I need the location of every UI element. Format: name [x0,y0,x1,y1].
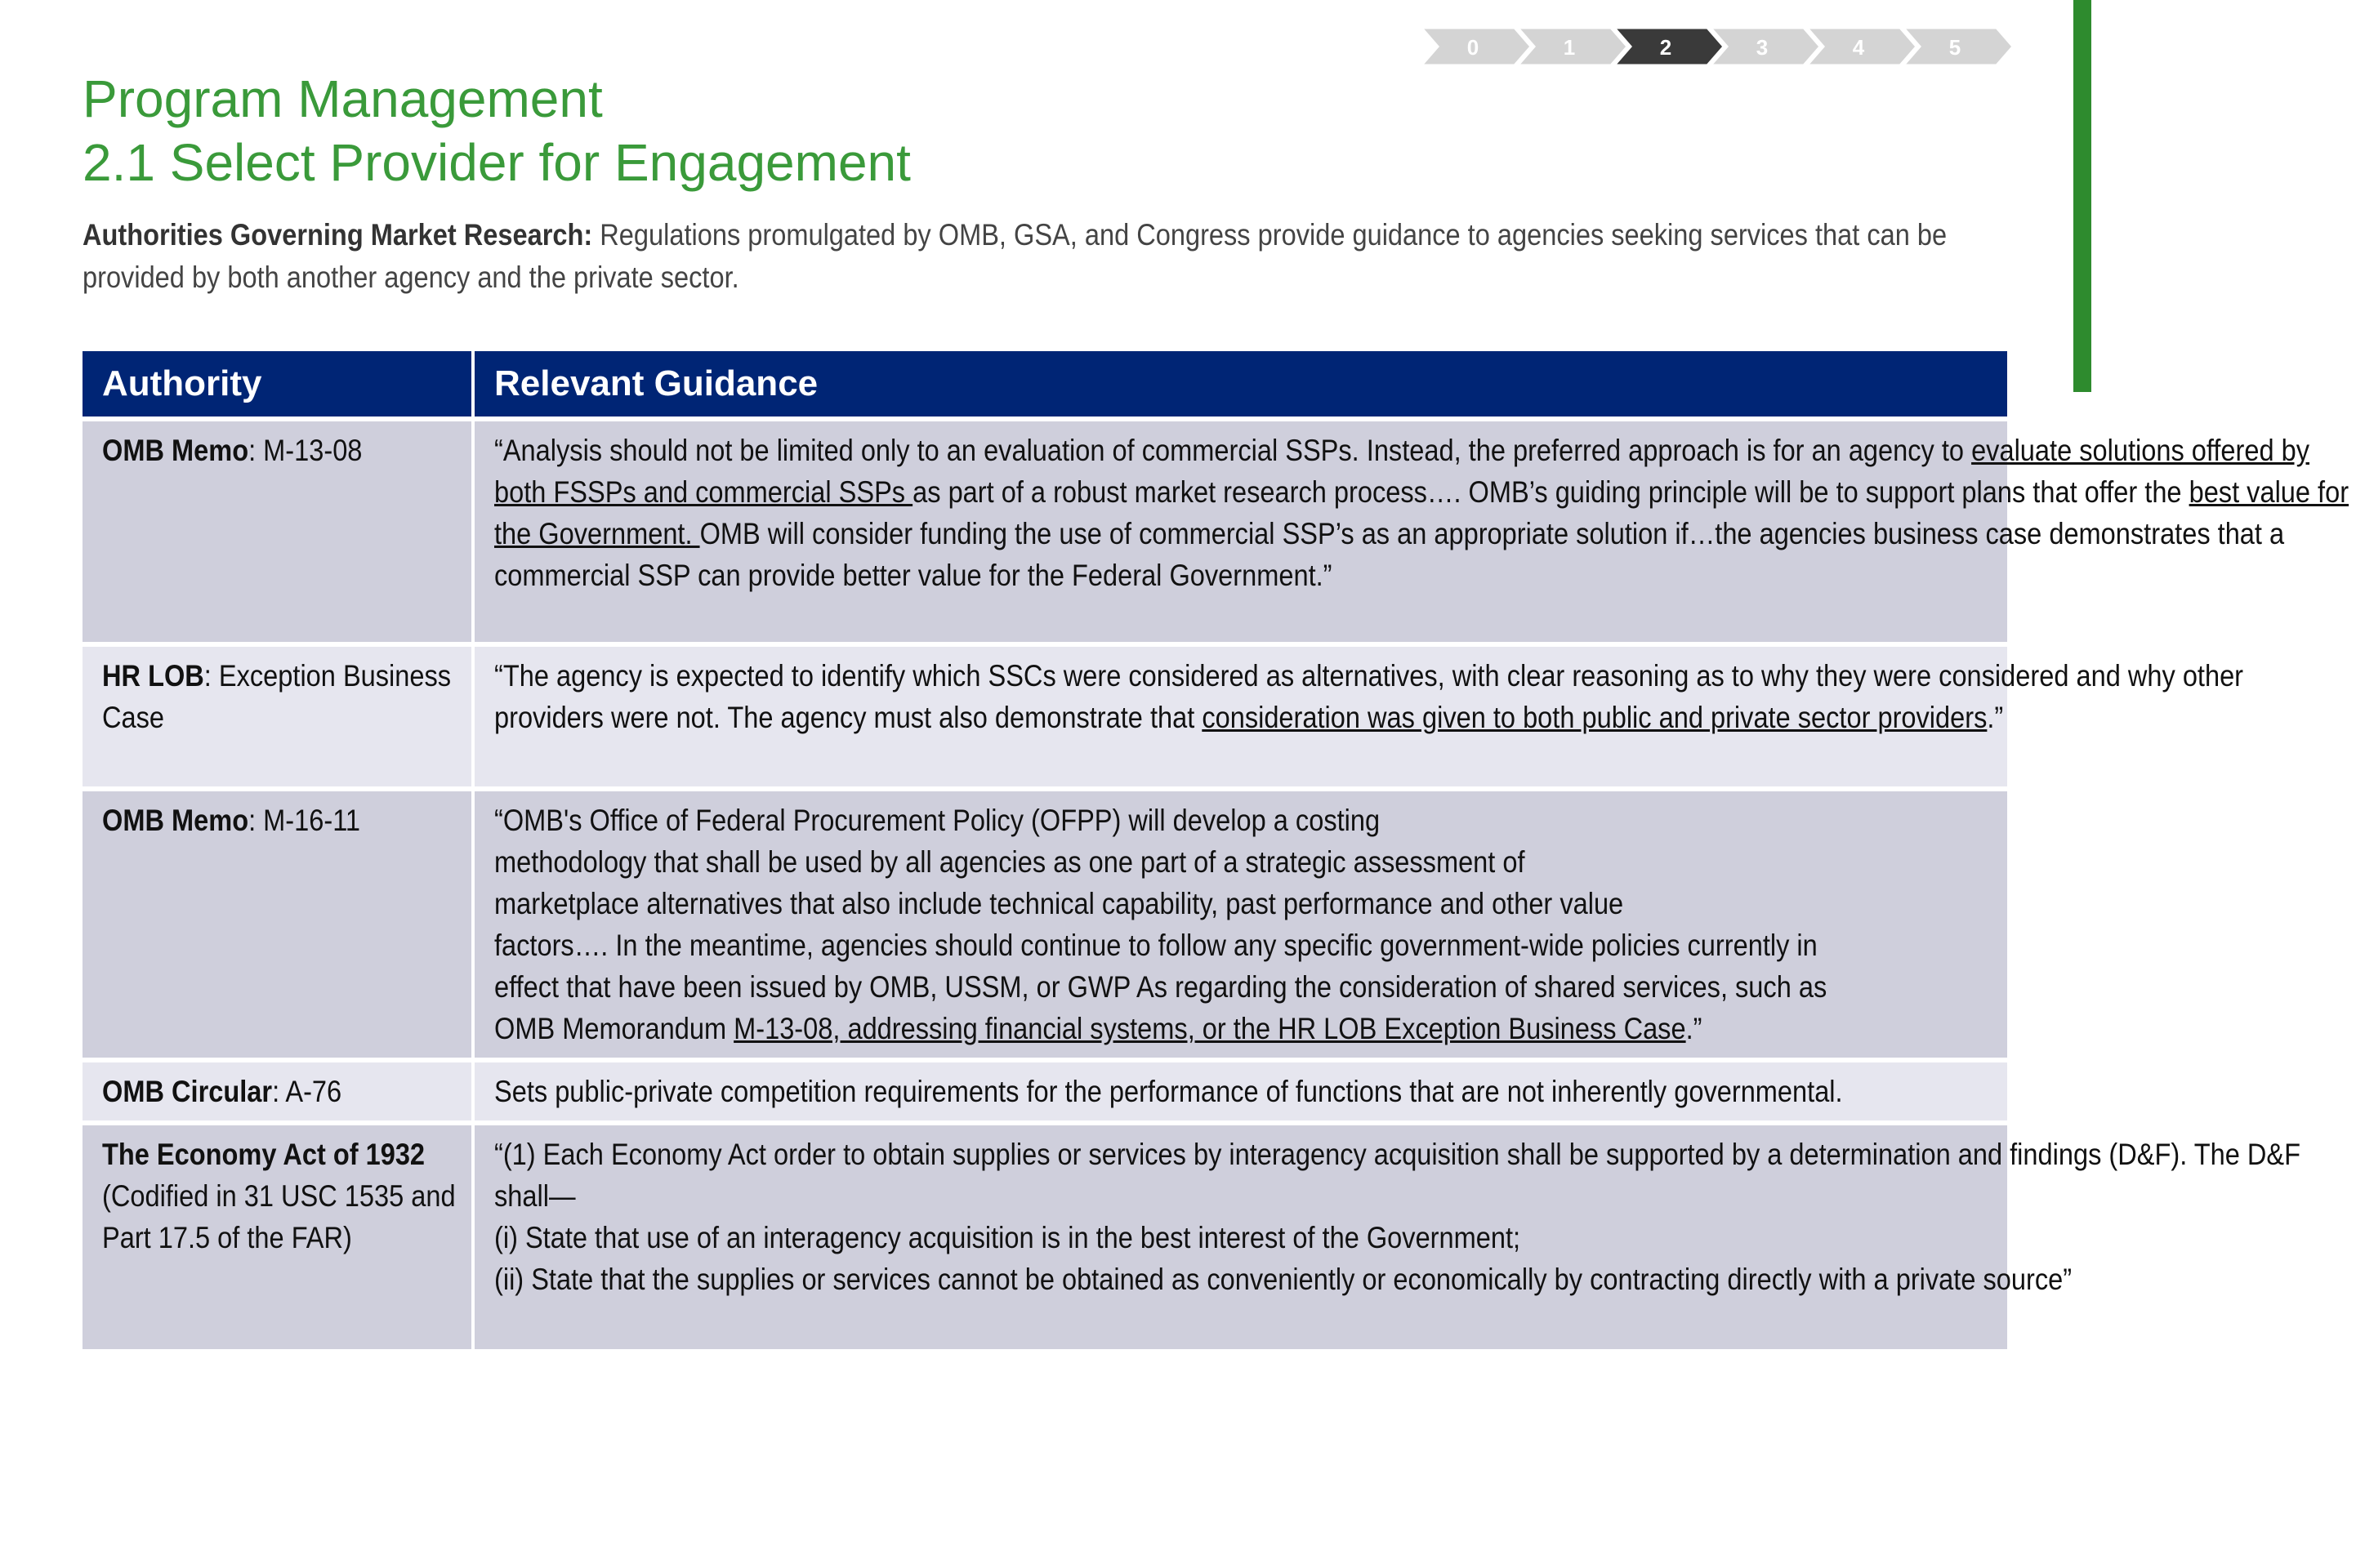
authority-label: HR LOB [102,659,204,693]
guidance-line: “OMB's Office of Federal Procurement Policy (OFPP) will develop a costing [494,804,1381,837]
intro-text: Regulations promulgated by OMB, GSA, and Congress provide guidance to agencies seeking services that can be provided by both another agency and the private sector. [83,218,1948,294]
guidance-text: “The agency is expected to identify which SSCs were considered as alternatives, with clear reasoning as to why they were considered and why other providers were not. The agency must also demonstrate that [494,659,2244,734]
progress-steps-graphic [1418,28,1977,65]
header-guidance: Relevant Guidance [475,351,2007,416]
authority-cell [83,416,475,642]
page-title-line2: 2.1 Select Provider for Engagement [83,133,911,192]
progress-step-label: 1 [1563,35,1576,60]
guidance-text: .” [1987,701,2004,734]
header-authority: Authority [83,351,475,416]
guidance-line: (ii) State that the supplies or services cannot be obtained as conveniently or economically by contracting directly with a private source” [494,1263,2073,1296]
authority-cell [83,642,475,786]
progress-step-label: 3 [1756,35,1769,60]
authority-label: The Economy Act of 1932 [102,1138,426,1171]
guidance-line: methodology that shall be used by all agencies as one part of a strategic assessment of [494,845,1525,879]
guidance-cell [475,1120,2300,1349]
page-title [83,67,911,194]
guidance-cell [475,1058,2007,1120]
edge-accent-bar [2073,0,2091,392]
intro-label: Authorities Governing Market Research: [83,218,593,252]
authority-detail: : M-16-11 [248,804,361,837]
guidance-emphasis: M-13-08, addressing financial systems, or the HR LOB Exception Business Case [734,1012,1686,1045]
authority-detail: : M-13-08 [248,434,363,467]
guidance-line: (i) State that use of an interagency acquisition is in the best interest of the Government; [494,1221,1521,1254]
authority-cell [83,1058,475,1120]
authority-detail: : A-76 [272,1075,342,1108]
guidance-text: .” [1685,1012,1702,1045]
guidance-line [494,1008,2356,1049]
guidance-emphasis: evaluate solutions offered by both FSSPs and commercial SSPs [494,434,2309,509]
authority-cell [83,786,475,1058]
authority-table [83,351,2349,1349]
authority-cell [83,1120,475,1349]
guidance-line: “(1) Each Economy Act order to obtain supplies or services by interagency acquisition shall be supported by a determination and findings (D&F). The D&F shall— [494,1138,2300,1213]
guidance-text: OMB Memorandum [494,1012,734,1045]
table-row [83,642,2007,786]
guidance-text: OMB will consider funding the use of commercial SSP’s as an appropriate solution if…the agencies business case demonstrates that a commercial SSP can provide better value for the Federal Government.” [494,517,2285,592]
progress-step-label: 5 [1948,35,1961,60]
table-header-row [83,351,2007,416]
guidance-text: “Analysis should not be limited only to an evaluation of commercial SSPs. Instead, the preferred approach is for an agency to [494,434,1972,467]
guidance-line: factors…. In the meantime, agencies should continue to follow any specific government-wide policies currently in [494,929,1818,962]
table-row [83,416,2007,642]
progress-step-label: 0 [1466,35,1479,60]
authority-label: OMB Circular [102,1075,273,1108]
table-row [83,1120,2007,1349]
guidance-line: marketplace alternatives that also include technical capability, past performance and other value [494,887,1624,920]
intro-paragraph [83,214,2010,299]
guidance-cell [475,416,2349,642]
authority-label: OMB Memo [102,804,249,837]
progress-step-label: 4 [1852,35,1865,60]
authority-label: OMB Memo [102,434,249,467]
authority-detail: (Codified in 31 USC 1535 and Part 17.5 of the FAR) [102,1179,456,1254]
guidance-line: effect that have been issued by OMB, USSM, or GWP As regarding the consideration of shared services, such as [494,970,1827,1004]
progress-steps [1418,28,1977,65]
guidance-emphasis: best value for the Government. [494,475,2349,550]
table-row [83,786,2007,1058]
guidance-cell [475,786,2007,1058]
table-row [83,1058,2007,1120]
guidance-emphasis: consideration was given to both public and private sector providers [1202,701,1988,734]
guidance-text: as part of a robust market research process…. OMB’s guiding principle will be to support plans that offer the [913,475,2189,509]
progress-step-label: 2 [1659,35,1672,60]
guidance-cell [475,642,2244,786]
page-title-line1: Program Management [83,69,603,128]
guidance-text: Sets public-private competition requirements for the performance of functions that are not inherently governmental. [494,1075,1843,1108]
authority-detail: : Exception Business Case [102,659,452,734]
